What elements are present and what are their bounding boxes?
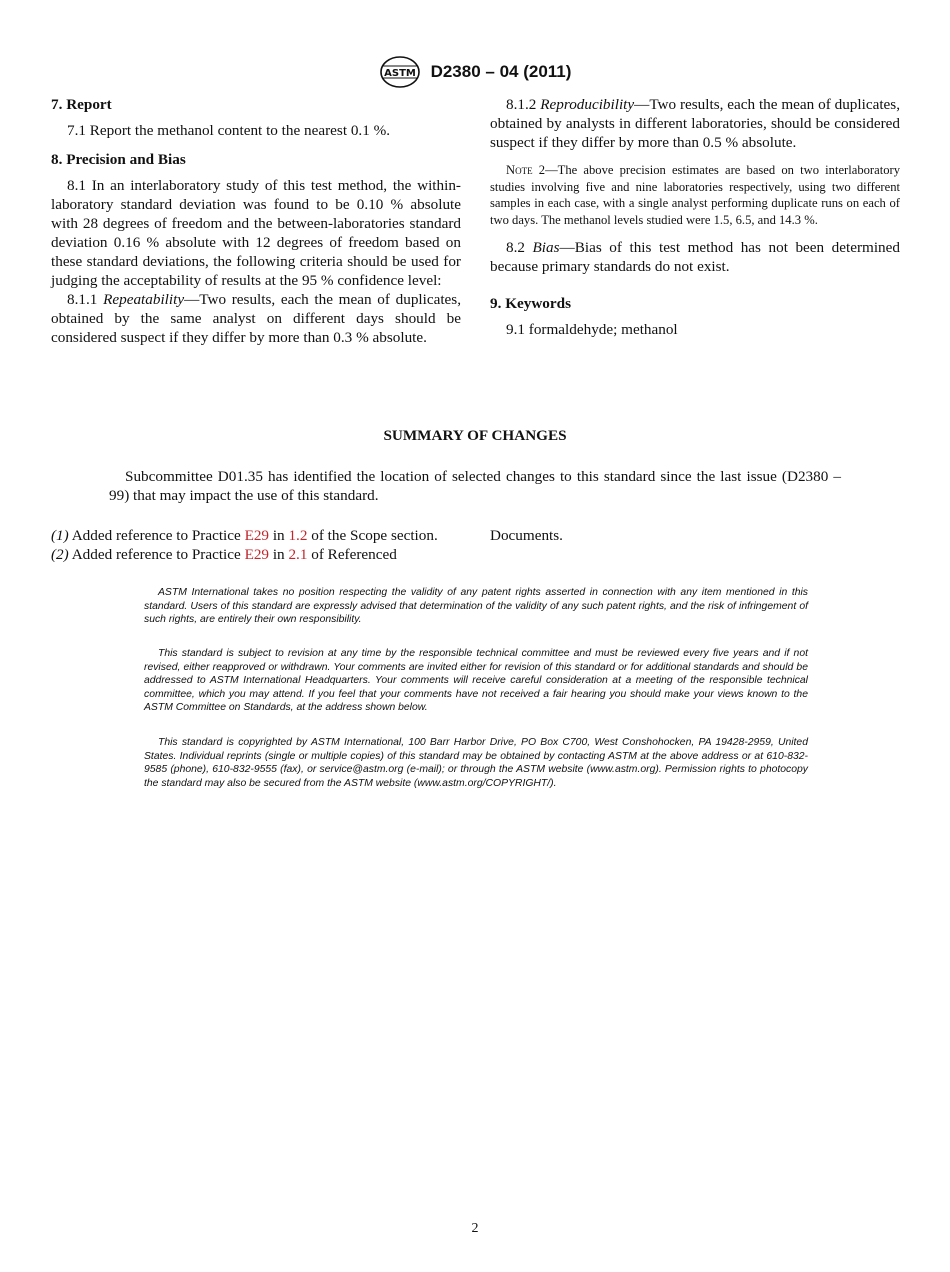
summary-paragraph: Subcommittee D01.35 has identified the location of selected changes to this standard since the last issue (D2380 – 99) that may impact the use of this standard. [109, 468, 841, 504]
right-column [490, 95, 900, 339]
note-2: Note 2—The above precision estimates are based on two interlaboratory studies involving five and nine laboratories respectively, using two different samples in each case, with a single analyst performing duplicate runs on each of two days. The methanol levels studied were 1.5, 6.5, and 14.3 %. [490, 163, 900, 227]
section-7-title: 7. Report [51, 96, 112, 113]
link-section-2-1[interactable]: 2.1 [288, 546, 308, 563]
astm-logo-icon [379, 55, 421, 89]
left-column [51, 95, 461, 347]
disclaimer-patent: ASTM International takes no position respecting the validity of any patent rights asserted in connection with any item mentioned in this standard. Users of this standard are expressly advised that determination of the validity of any such patent rights, and the risk of infringement of such rights, are entirely their own responsibility. [144, 587, 808, 626]
standard-designation: D2380 – 04 (2011) [430, 62, 572, 81]
change-item-1: (1) Added reference to Practice E29 in 1.2 of the Scope section. [51, 527, 438, 544]
change-item-2-continued: Documents. [490, 527, 563, 544]
disclaimer-copyright: This standard is copyrighted by ASTM International, 100 Barr Harbor Drive, PO Box C700, West Conshohocken, PA 19428-2959, United States. Individual reprints (single or multiple copies) of this standard may be obtained by contacting ASTM at the above address or at 610-832-9585 (phone), 610-832-9555 (fax), or service@astm.org (e-mail); or through the ASTM website (www.astm.org). Permission rights to photocopy the standard may also be secured from the ASTM website (www.astm.org/COPYRIGHT/). [144, 737, 808, 789]
section-9-title: 9. Keywords [490, 295, 571, 312]
link-section-1-2[interactable]: 1.2 [288, 527, 308, 544]
link-e29[interactable]: E29 [244, 546, 270, 563]
paragraph-8-1: 8.1 In an interlaboratory study of this test method, the within-laboratory standard deviation was found to be 0.10 % absolute with 28 degrees of freedom and the between-laboratories standard deviation 0.16 % absolute with 12 degrees of freedom based on these standard deviations, the following criteria should be used for judging the acceptability of results at the 95 % confidence level: [51, 177, 461, 289]
paragraph-8-1-2: 8.1.2 Reproducibility—Two results, each the mean of duplicates, obtained by analysts in different laboratories, should be considered suspect if they differ by more than 0.5 % absolute. [490, 96, 900, 151]
paragraph-8-1-1: 8.1.1 Repeatability—Two results, each the mean of duplicates, obtained by the same analyst on different days should be considered suspect if they differ by more than 0.3 % absolute. [51, 291, 462, 346]
page-header [0, 55, 950, 89]
disclaimer-revision: This standard is subject to revision at any time by the responsible technical committee and must be reviewed every five years and if not revised, either reapproved or withdrawn. Your comments are invited either for revision of this standard or for additional standards and should be addressed to ASTM International Headquarters. Your comments will receive careful consideration at a meeting of the responsible technical committee, which you may attend. If you feel that your comments have not received a fair hearing you should make your views known to the ASTM Committee on Standards, at the address shown below. [144, 648, 808, 714]
changes-list [51, 526, 471, 564]
summary-of-changes-title: SUMMARY OF CHANGES [383, 427, 567, 444]
section-8-title: 8. Precision and Bias [51, 151, 186, 168]
paragraph-8-2: 8.2 Bias—Bias of this test method has not been determined because primary standards do not exist. [490, 239, 900, 275]
svg-text:ASTM: ASTM [383, 68, 416, 79]
paragraph-7-1: 7.1 Report the methanol content to the nearest 0.1 %. [67, 122, 391, 139]
link-e29[interactable]: E29 [244, 527, 270, 544]
change-item-2: (2) Added reference to Practice E29 in 2.1 of Referenced [51, 546, 397, 563]
paragraph-9-1: 9.1 formaldehyde; methanol [506, 321, 678, 338]
page-number: 2 [471, 1221, 479, 1236]
